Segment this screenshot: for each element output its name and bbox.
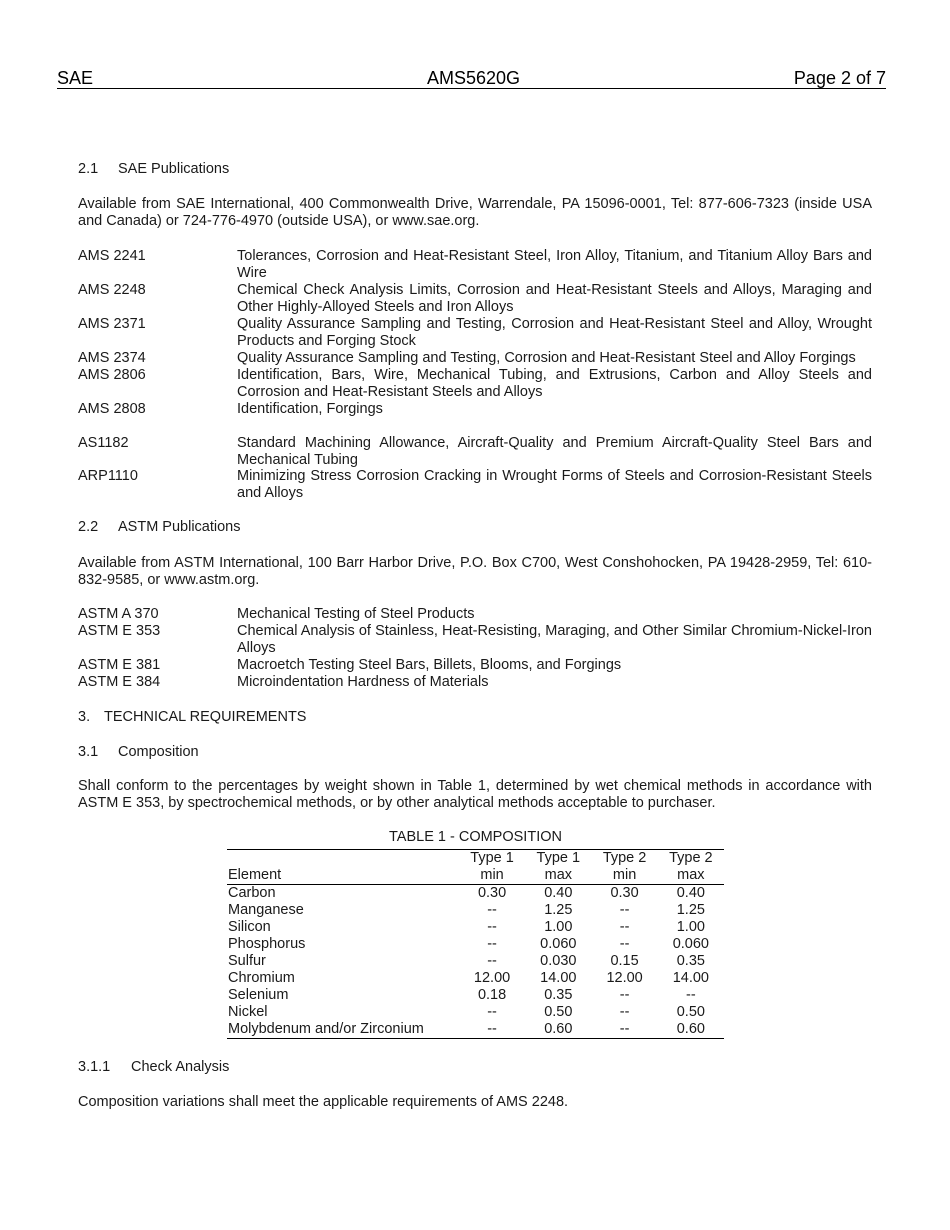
table-row: Manganese -- 1.25 -- 1.25 (228, 902, 705, 918)
table-row: Sulfur -- 0.030 0.15 0.35 (228, 953, 705, 969)
reference-item: ASTM E 353 Chemical Analysis of Stainless, Heat-Resisting, Maraging, and Other Similar Chromium-Nickel-Iron Alloys (78, 623, 872, 656)
reference-item: AMS 2374 Quality Assurance Sampling and Testing, Corrosion and Heat-Resistant Steel and Alloy Forgings (78, 350, 856, 366)
section-2-2-heading: 2.2 ASTM Publications (78, 519, 241, 535)
reference-item: ARP1110 Minimizing Stress Corrosion Cracking in Wrought Forms of Steels and Corrosion-Resistant Steels and Alloys (78, 468, 872, 501)
reference-item: AS1182 Standard Machining Allowance, Aircraft-Quality and Premium Aircraft-Quality Steel Bars and Mechanical Tubing (78, 435, 872, 468)
table-header-row (227, 850, 724, 885)
section-3-heading: 3. TECHNICAL REQUIREMENTS (78, 709, 307, 725)
header-org: SAE (57, 68, 94, 88)
section-3-1-1-heading: 3.1.1 Check Analysis (78, 1059, 230, 1075)
table-header-cell: Element (228, 867, 282, 883)
composition-table (227, 849, 724, 1039)
reference-item: AMS 2806 Identification, Bars, Wire, Mechanical Tubing, and Extrusions, Carbon and Alloy Steels and Corrosion and Heat-Resistant Steels and Alloys (78, 367, 872, 400)
section-2-1-paragraph: Available from SAE International, 400 Commonwealth Drive, Warrendale, PA 15096-0001, Tel: 877-606-7323 (inside USA and Canada) or 724-776-4970 (outside USA), or www.sae.org. (78, 196, 872, 229)
reference-item: ASTM E 381 Macroetch Testing Steel Bars, Billets, Blooms, and Forgings (78, 657, 622, 673)
section-2-1-heading: 2.1 SAE Publications (78, 161, 230, 177)
page-header (57, 68, 886, 89)
table-row: Chromium 12.00 14.00 12.00 14.00 (228, 970, 709, 986)
table-row: Selenium 0.18 0.35 -- -- (228, 987, 696, 1003)
reference-item: AMS 2241 Tolerances, Corrosion and Heat-Resistant Steel, Iron Alloy, Titanium, and Titanium Alloy Bars and Wire (78, 248, 872, 281)
table-row: Molybdenum and/or Zirconium -- 0.60 -- 0.60 (228, 1021, 705, 1037)
table-header-cell: Type 2 max (669, 850, 713, 883)
table-row: Silicon -- 1.00 -- 1.00 (228, 919, 705, 935)
table-row: Phosphorus -- 0.060 -- 0.060 (228, 936, 709, 952)
table-row: Nickel -- 0.50 -- 0.50 (228, 1004, 705, 1020)
reference-item: AMS 2371 Quality Assurance Sampling and Testing, Corrosion and Heat-Resistant Steel and Alloy, Wrought Products and Forging Stock (78, 316, 872, 349)
header-page-number: Page 2 of 7 (793, 68, 886, 88)
table-header-cell: Type 1 max (536, 850, 581, 883)
table-row: Carbon 0.30 0.40 0.30 0.40 (228, 885, 705, 901)
header-doc-number: AMS5620G (427, 68, 521, 88)
reference-item: AMS 2808 Identification, Forgings (78, 401, 383, 417)
table-caption: TABLE 1 - COMPOSITION (389, 829, 562, 845)
section-3-1-paragraph: Shall conform to the percentages by weight shown in Table 1, determined by wet chemical methods in accordance with ASTM E 353, by spectrochemical methods, or by other analytical methods acceptable to purchaser. (78, 778, 872, 811)
section-2-2-paragraph: Available from ASTM International, 100 Barr Harbor Drive, P.O. Box C700, West Conshohocken, PA 19428-2959, Tel: 610-832-9585, or www.astm.org. (78, 555, 872, 588)
reference-item: AMS 2248 Chemical Check Analysis Limits, Corrosion and Heat-Resistant Steels and Alloys, Maraging and Other Highly-Alloyed Steels and Iron Alloys (78, 282, 872, 315)
section-3-1-heading: 3.1 Composition (78, 744, 199, 760)
table-header-cell: Type 1 min (470, 850, 514, 883)
reference-item: ASTM E 384 Microindentation Hardness of Materials (78, 674, 489, 690)
section-3-1-1-paragraph: Composition variations shall meet the applicable requirements of AMS 2248. (78, 1094, 569, 1110)
table-header-cell: Type 2 min (602, 850, 647, 883)
reference-item: ASTM A 370 Mechanical Testing of Steel Products (78, 606, 475, 622)
